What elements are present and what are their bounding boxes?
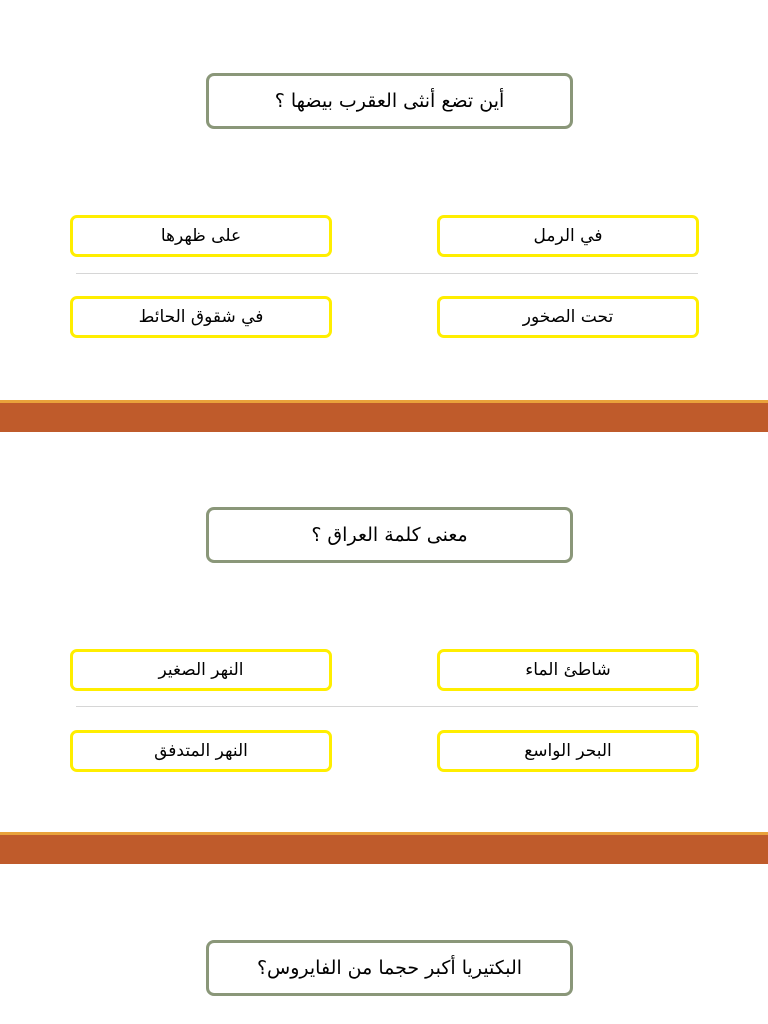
q1-divider bbox=[76, 273, 698, 274]
q2-option-small-river[interactable]: النهر الصغير bbox=[70, 649, 332, 691]
q1-option-wall-cracks[interactable]: في شقوق الحائط bbox=[70, 296, 332, 338]
q2-option-flowing-river[interactable]: النهر المتدفق bbox=[70, 730, 332, 772]
q1-option-in-sand[interactable]: في الرمل bbox=[437, 215, 699, 257]
section-separator-band-2 bbox=[0, 832, 768, 864]
q2-option-water-shore[interactable]: شاطئ الماء bbox=[437, 649, 699, 691]
q1-option-under-rocks[interactable]: تحت الصخور bbox=[437, 296, 699, 338]
q1-option-on-back[interactable]: على ظهرها bbox=[70, 215, 332, 257]
question-3: البكتيريا أكبر حجما من الفايروس؟ bbox=[206, 940, 573, 996]
q2-divider bbox=[76, 706, 698, 707]
q2-option-wide-sea[interactable]: البحر الواسع bbox=[437, 730, 699, 772]
question-1: أين تضع أنثى العقرب بيضها ؟ bbox=[206, 73, 573, 129]
question-2: معنى كلمة العراق ؟ bbox=[206, 507, 573, 563]
section-separator-band-1 bbox=[0, 400, 768, 432]
